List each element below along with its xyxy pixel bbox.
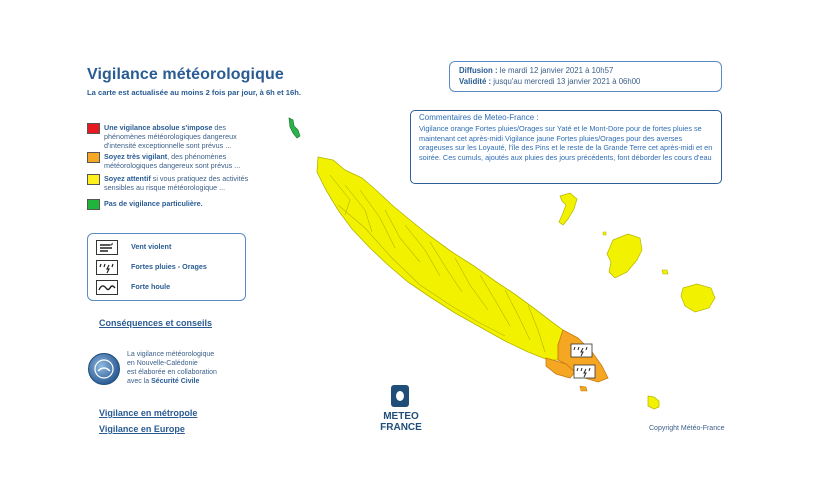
map-region-belep[interactable] [289,118,300,138]
phenomenon-wind-label: Vent violent [131,242,172,251]
diffusion-label: Diffusion : [459,66,498,75]
consequences-link[interactable]: Conséquences et conseils [99,318,213,328]
page-subtitle: La carte est actualisée au moins 2 fois par jour, à 6h et 16h. [87,88,301,97]
map-region-mare[interactable] [681,284,715,312]
diffusion-value: le mardi 12 janvier 2021 à 10h57 [499,66,614,75]
map-region-ouvea[interactable] [559,193,577,225]
map-region-lifou[interactable] [607,234,642,278]
phenomenon-swell-label: Forte houle [131,282,171,291]
diffusion-line [459,66,613,75]
logo-line2: FRANCE [380,422,422,433]
vigilance-metropole-link[interactable]: Vigilance en métropole [99,408,198,418]
validity-label: Validité : [459,77,492,86]
map-region-tiga[interactable] [662,270,668,274]
map-islet-south[interactable] [580,386,587,391]
meteo-france-text [376,411,426,433]
civil-org: Sécurité Civile [151,378,200,385]
comments-text: Vigilance orange Fortes pluies/Orages sur Yaté et le Mont-Dore pour de fortes pluies se maintenant cet après-midi Vigilance jaune Fortes pluies/Orages pour des averses orageuses sur les Loyauté, l'île des Pins et le reste de la Grande Terre cet après-midi et en soirée. Ces cumuls, ajoutés aux pluies des jours précédents, font déborder les cours d'eau [419,124,713,162]
meteo-france-mark-icon [391,385,409,407]
level-red-text: des phénomènes météorologiques dangereux d'intensité exceptionnelle sont prévus ... [104,123,237,150]
level-orange-title: Soyez très vigilant [104,152,168,161]
civil-line1: La vigilance météorologique [127,351,215,358]
page-title: Vigilance météorologique [87,66,284,83]
comments-title: Commentaires de Meteo-France : [419,113,539,122]
copyright: Copyright Météo-France [649,425,725,432]
comments-box [410,110,722,184]
logo-line1: METEO [383,411,419,422]
validity-value: jusqu'au mercredi 13 janvier 2021 à 06h00 [493,77,641,86]
phenomenon-rain-label: Fortes pluies - Orages [131,262,207,271]
civil-line4: avec la [127,378,150,385]
level-red-title: Une vigilance absolue s'impose [104,123,213,132]
map-islet-east[interactable] [603,232,606,235]
rain-storm-marker-2[interactable] [574,365,595,378]
validity-line [459,77,640,86]
level-orange-text: , des phénomènes météorologiques dangereux sont prévus ... [104,152,241,170]
map-region-ile-des-pins[interactable] [648,396,659,409]
rain-storm-marker-1[interactable] [571,344,592,357]
level-yellow-title: Soyez attentif [104,174,151,183]
level-yellow-text: si vous pratiquez des activités sensibles au risque météorologique ... [104,174,249,192]
civil-line3: est élaborée en collaboration [127,369,217,376]
civil-line2: en Nouvelle-Calédonie [127,360,198,367]
level-green-title: Pas de vigilance particulière. [104,199,203,208]
vigilance-europe-link[interactable]: Vigilance en Europe [99,424,185,434]
diffusion-box [449,61,722,92]
